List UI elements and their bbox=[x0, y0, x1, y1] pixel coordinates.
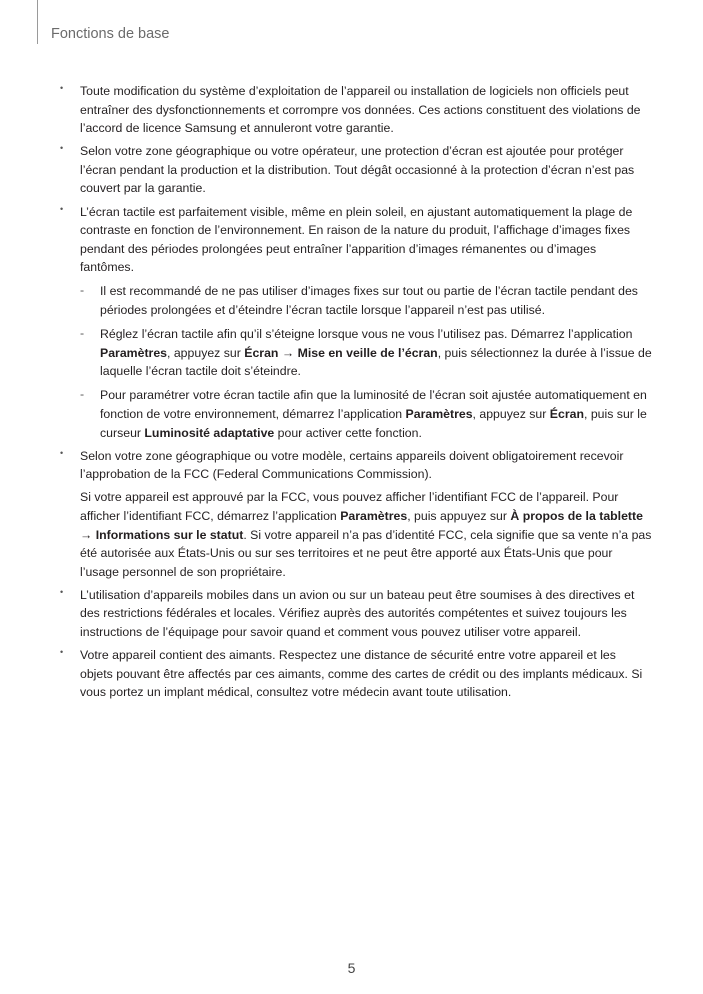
text-run: , appuyez sur bbox=[472, 407, 550, 421]
app-name: Paramètres bbox=[340, 508, 408, 523]
item-text-continued bbox=[80, 488, 652, 581]
item-text: L’écran tactile est parfaitement visible, même en plein soleil, en ajustant automatiquement la plage de contraste en fonction de l’environnement. En raison de la nature du produit, l’affichage d’images fixes pendant des périodes prolongées peut entraîner l’apparition d’images rémanentes ou d’images fantômes. bbox=[80, 204, 633, 275]
page-number: 5 bbox=[347, 960, 356, 976]
arrow-icon: → bbox=[80, 527, 96, 542]
text-run: , puis appuyez sur bbox=[407, 508, 511, 523]
text-run: , appuyez sur bbox=[167, 345, 245, 360]
bullet-marker: • bbox=[60, 586, 64, 597]
sub-item bbox=[80, 325, 652, 381]
list-item bbox=[58, 142, 652, 198]
list-item bbox=[58, 646, 652, 702]
sub-item-text: Il est recommandé de ne pas utiliser d’images fixes sur tout ou partie de l’écran tactile pendant des périodes prolongées et d’éteindre l’écran tactile lorsque l’appareil n’est pas utilisé. bbox=[100, 284, 638, 318]
menu-path-label: Mise en veille de l’écran bbox=[297, 345, 438, 360]
text-run: pour activer cette fonction. bbox=[274, 425, 422, 440]
sub-item-text bbox=[100, 386, 652, 442]
bullet-marker: • bbox=[60, 447, 64, 458]
app-name: Paramètres bbox=[405, 407, 473, 421]
item-text: Selon votre zone géographique ou votre opérateur, une protection d’écran est ajoutée pour protéger l’écran pendant la production et la distribution. Tout dégât occasionné à la protection d’écran n’est pas couvert par la garantie. bbox=[80, 144, 635, 196]
arrow-icon: → bbox=[278, 345, 298, 360]
sub-item bbox=[80, 386, 652, 442]
sub-item-text bbox=[100, 325, 652, 381]
text-run: . Si votre appareil n’a pas d’identité FCC, cela signifie que sa vente n’a pas été autorisée aux États-Unis ou sur ses territoires et ne peut être apporté aux États-Unis que pour l’usage personnel de son propriétaire. bbox=[80, 527, 652, 579]
menu-path-label: Écran bbox=[549, 407, 584, 421]
text-run: , puis sélectionnez la durée à l’issue de laquelle l’écran tactile doit s’éteindre. bbox=[100, 345, 652, 379]
bullet-marker: • bbox=[60, 143, 64, 154]
list-item bbox=[58, 447, 652, 582]
list-item bbox=[58, 203, 652, 443]
list-item bbox=[58, 586, 652, 642]
notice-list bbox=[58, 82, 652, 706]
item-text: L’utilisation d’appareils mobiles dans un avion ou sur un bateau peut être soumises à des directives et des restrictions fédérales et locales. Vérifiez auprès des autorités compétentes et suivez toujours les instructions de l’équipage pour savoir quand et comment vous pouvez utiliser votre appareil. bbox=[80, 587, 635, 640]
app-name: Paramètres bbox=[100, 345, 167, 360]
text-run: Pour paramétrer votre écran tactile afin que la luminosité de l’écran soit ajustée automatiquement en fonction de votre environnement, démarrez l’application bbox=[100, 388, 647, 421]
menu-path-label: À propos de la tablette bbox=[510, 508, 643, 523]
text-run: , puis sur le curseur bbox=[100, 407, 647, 440]
menu-path-label: Informations sur le statut bbox=[95, 527, 244, 542]
menu-path-label: Écran bbox=[244, 345, 279, 360]
section-title: Fonctions de base bbox=[51, 26, 170, 42]
text-run: Si votre appareil est approuvé par la FCC, vous pouvez afficher l’identifiant FCC de l’appareil. Pour afficher l’identifiant FCC, démarrez l’application bbox=[80, 490, 619, 523]
bullet-marker: • bbox=[60, 647, 64, 658]
dash-marker: - bbox=[80, 283, 85, 298]
item-text: Selon votre zone géographique ou votre modèle, certains appareils doivent obligatoirement recevoir l’approbation de la FCC (Federal Communications Commission). bbox=[80, 448, 624, 482]
header-rule bbox=[37, 0, 38, 44]
bullet-marker: • bbox=[60, 203, 64, 214]
item-text: Toute modification du système d’exploitation de l’appareil ou installation de logiciels non officiels peut entraîner des dysfonctionnements et corrompre vos données. Ces actions constituent des violations de l’accord de licence Samsung et annuleront votre garantie. bbox=[80, 84, 641, 136]
text-run: Réglez l’écran tactile afin qu’il s’éteigne lorsque vous ne vous l’utilisez pas. Démarrez l’application bbox=[100, 327, 633, 342]
dash-marker: - bbox=[80, 387, 85, 402]
dash-marker: - bbox=[80, 326, 85, 341]
item-text: Votre appareil contient des aimants. Respectez une distance de sécurité entre votre appareil et les objets pouvant être affectés par ces aimants, comme des cartes de crédit ou des implants médicaux. Si vous portez un implant médical, consultez votre médecin avant toute utilisation. bbox=[80, 648, 643, 700]
bullet-marker: • bbox=[60, 83, 64, 93]
list-item bbox=[58, 82, 652, 138]
menu-path-label: Luminosité adaptative bbox=[144, 425, 275, 440]
sub-item bbox=[80, 282, 652, 319]
